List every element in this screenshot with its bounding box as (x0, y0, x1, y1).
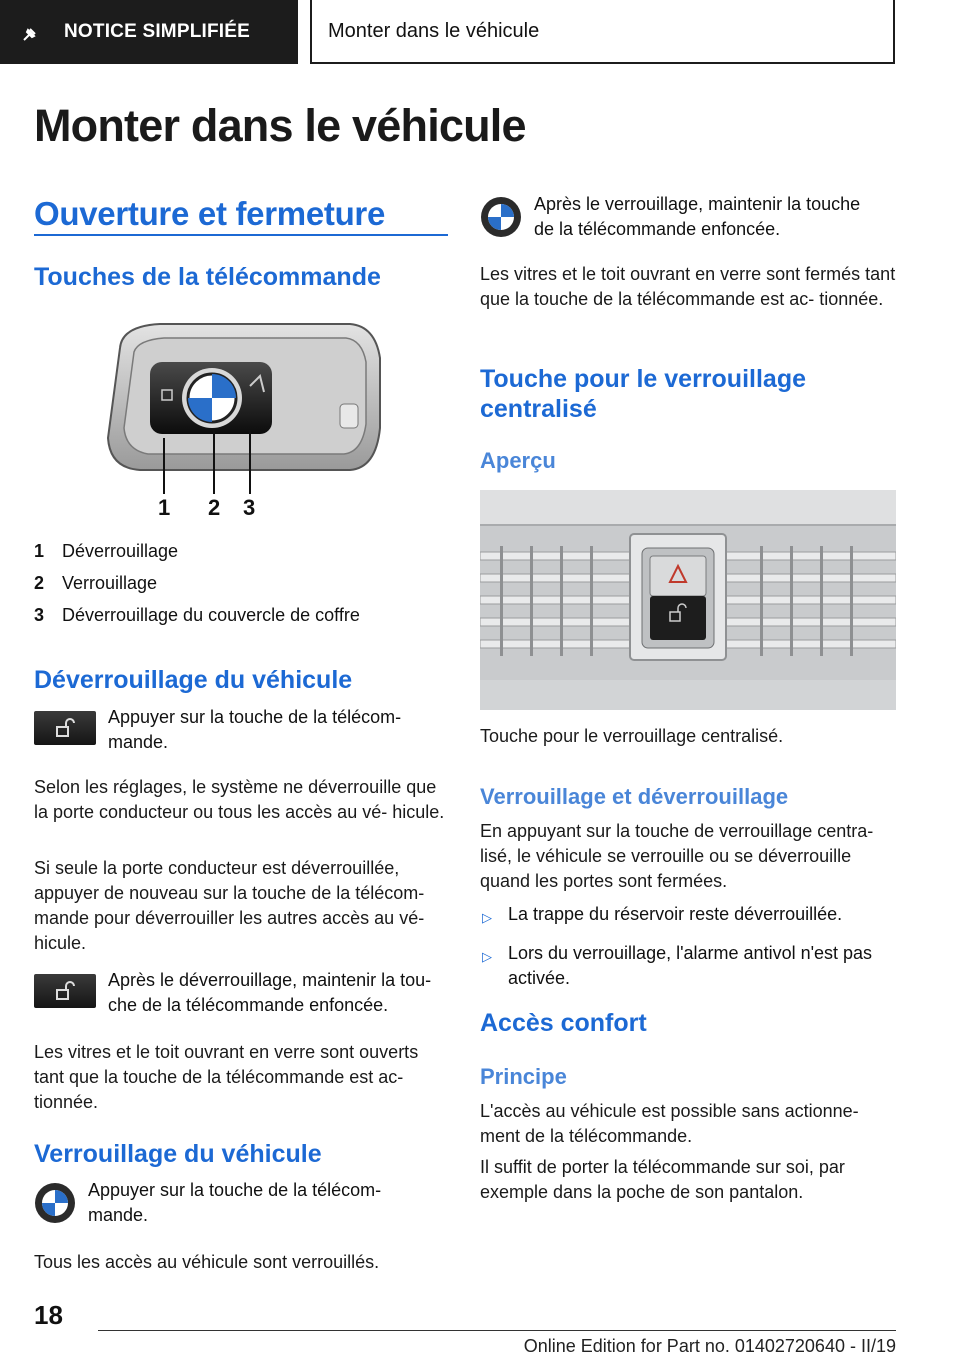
central-lock-heading: Touche pour le verrouillage centralisé (480, 365, 806, 423)
unlock-note-2-text: Après le déverrouillage, maintenir la tou‐ che de la télécommande enfoncée. (108, 970, 432, 1015)
unlock-note (34, 705, 448, 755)
lock-heading: Verrouillage du véhicule (34, 1140, 322, 1168)
pin-icon (22, 26, 38, 42)
principle-paragraph-1: L'accès au véhicule est possible sans actionne‐ ment de la télécommande. (480, 1101, 859, 1146)
bmw-logo-icon (34, 1182, 76, 1224)
remote-heading: Touches de la télécommande (34, 263, 381, 291)
unlock-paragraph-1: Selon les réglages, le système ne déverrouille que la porte conducteur ou tous les accès au vé‐ hicule. (34, 777, 445, 822)
list-text: Verrouillage (62, 572, 158, 593)
list-item (34, 567, 360, 599)
list-number: 3 (34, 604, 45, 625)
unlock-note-text: Appuyer sur la touche de la télécom‐ mande. (108, 707, 402, 752)
figure-label-1: 1 (158, 495, 171, 520)
overview-heading: Aperçu (480, 448, 556, 473)
lock-note (34, 1178, 448, 1228)
central-lock-photo (480, 490, 896, 710)
triangle-bullet-icon: ▷ (482, 910, 492, 925)
list-item (480, 902, 896, 930)
remote-button-list (34, 535, 360, 631)
unlock-paragraph-2: Si seule la porte conducteur est déverrouillée, appuyer de nouveau sur la touche de la télécom‐ mande pour déverrouiller les autres accès au vé‐ hicule. (34, 858, 425, 953)
lock-note-2-text: Après le verrouillage, maintenir la touche de la télécommande enfoncée. (534, 194, 861, 239)
footer-rule (98, 1330, 896, 1331)
bullet-text: La trappe du réservoir reste déverrouillée. (508, 904, 843, 924)
footer-edition: Online Edition for Part no. 01402720640 - II/19 (523, 1336, 896, 1356)
unlock-paragraph-3: Les vitres et le toit ouvrant en verre sont ouverts tant que la touche de la télécommande est ac‐ tionnée. (34, 1042, 419, 1112)
list-item (480, 941, 896, 991)
lock-unlock-heading: Verrouillage et déverrouillage (480, 784, 789, 809)
overview-caption: Touche pour le verrouillage centralisé. (480, 726, 784, 746)
list-item (34, 599, 360, 631)
bmw-logo-icon (480, 196, 522, 238)
page-title: Monter dans le véhicule (34, 100, 526, 151)
section-title: Ouverture et fermeture (34, 195, 386, 232)
figure-label-2: 2 (208, 495, 221, 520)
comfort-access-heading: Accès confort (480, 1009, 647, 1037)
remote-key-figure (100, 318, 390, 523)
principle-paragraph-2: Il suffit de porter la télécommande sur soi, par exemple dans la poche de son pantalon. (480, 1157, 845, 1202)
principle-heading: Principe (480, 1064, 567, 1089)
header-tab-label: NOTICE SIMPLIFIÉE (64, 21, 251, 42)
section-rule (34, 234, 448, 236)
page-number: 18 (34, 1300, 63, 1330)
unlock-key-icon (34, 974, 96, 1008)
unlock-heading: Déverrouillage du véhicule (34, 666, 353, 694)
list-number: 1 (34, 540, 45, 561)
lock-note-text: Appuyer sur la touche de la télécom‐ mande. (88, 1180, 382, 1225)
list-text: Déverrouillage du couvercle de coffre (62, 604, 360, 625)
lock-paragraph-1: Tous les accès au véhicule sont verrouillés. (34, 1252, 380, 1272)
breadcrumb[interactable]: Monter dans le véhicule (310, 0, 895, 64)
lock-paragraph-2: Les vitres et le toit ouvrant en verre sont fermés tant que la touche de la télécommande est ac‐ tionnée. (480, 264, 896, 309)
triangle-bullet-icon: ▷ (482, 949, 492, 964)
bullet-list (480, 902, 896, 1002)
unlock-key-icon (34, 711, 96, 745)
header-tab[interactable] (0, 0, 298, 64)
bullet-text: Lors du verrouillage, l'alarme antivol n'est pas activée. (508, 943, 873, 988)
lock-unlock-paragraph: En appuyant sur la touche de verrouillage centra‐ lisé, le véhicule se verrouille ou se déverrouille quand les portes sont fermées. (480, 821, 874, 891)
list-item (34, 535, 360, 567)
list-number: 2 (34, 572, 45, 593)
lock-note-2 (480, 192, 896, 242)
list-text: Déverrouillage (62, 540, 179, 561)
figure-label-3: 3 (243, 495, 256, 520)
unlock-note-2 (34, 968, 448, 1018)
